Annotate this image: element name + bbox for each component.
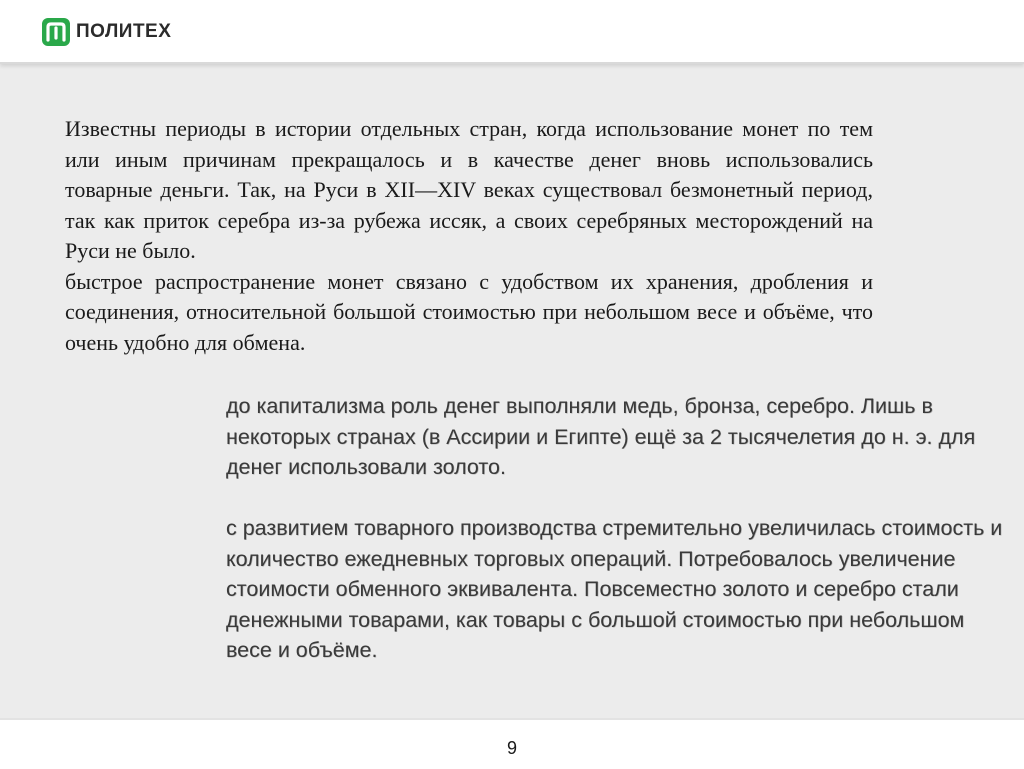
page-number: 9 xyxy=(506,738,517,758)
header-bar xyxy=(0,0,1024,64)
main-text-block xyxy=(65,114,873,358)
footer-bar xyxy=(0,718,1024,769)
main-paragraph-coins: быстрое распространение монет связано с удобством их хранения, дробления и соединения, относительной большой стоимостью при небольшом весе и объёме, что очень удобно для обмена. xyxy=(65,268,873,355)
slide-content xyxy=(0,64,1024,718)
politech-logo[interactable] xyxy=(42,18,171,46)
side-paragraph-precapitalism: до капитализма роль денег выполняли медь, бронза, серебро. Лишь в некоторых странах (в Ассирии и Египте) ещё за 2 тысячелетия до н. э. для денег использовали золото. xyxy=(226,394,976,479)
main-paragraph-history: Известны периоды в истории отдельных стран, когда использование монет по тем или иным причинам прекращалось и в качестве денег вновь использовались товарные деньги. Так, на Руси в XII—XIV веках существовал безмонетный период, так как приток серебра из-за рубежа иссяк, а своих серебряных месторождений на Руси не было. xyxy=(65,116,873,263)
logo-text: ПОЛИТЕХ xyxy=(76,21,172,42)
politech-logo-icon xyxy=(42,18,70,46)
side-paragraph-gold-silver: с развитием товарного производства стремительно увеличилась стоимость и количество ежедневных торговых операций. Потребовалось увеличение стоимости обменного эквивалента. Повсеместно золото и серебро стали денежными товарами, как товары с большой стоимостью при небольшом весе и объёме. xyxy=(226,516,1003,662)
